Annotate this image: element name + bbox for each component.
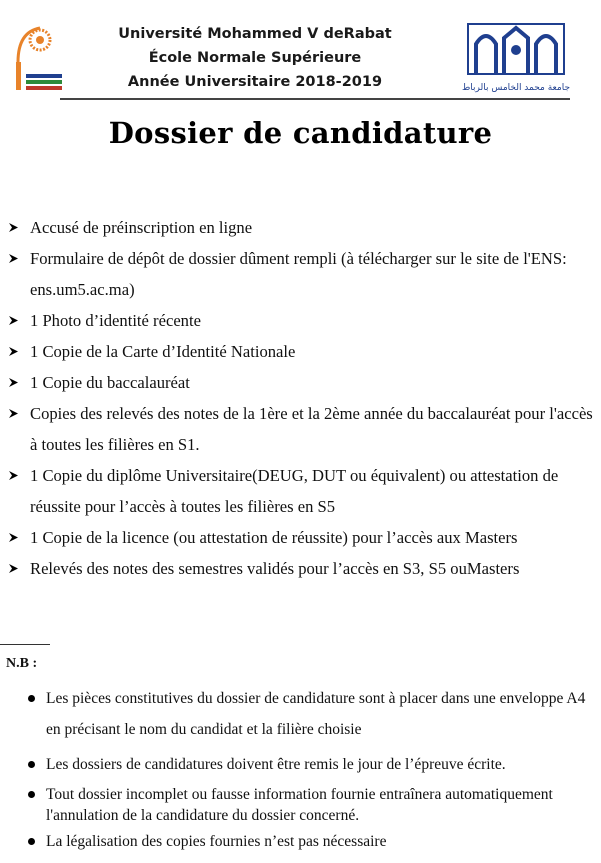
university-header-text [100,22,410,94]
nb-notes-list [28,683,588,857]
note-text: Les dossiers de candidatures doivent être remis le jour de l’épreuve écrite. [46,756,506,773]
note-text: Tout dossier incomplet ou fausse information fournie entraînera automatiquement l'annulation de la candidature du dossier concerné. [46,786,553,824]
arrow-bullet-icon [8,408,19,419]
arrow-bullet-icon [8,563,19,574]
arrow-bullet-icon [8,470,19,481]
document-text: Accusé de préinscription en ligne [30,218,253,237]
page-title: Dossier de candidature [108,116,493,150]
list-item [8,305,598,336]
list-item [28,784,588,826]
list-item [28,749,588,780]
list-item [8,553,598,584]
nb-label: N.B : [6,656,38,671]
footnote-divider [0,644,50,645]
document-text: Formulaire de dépôt de dossier dûment rempli (à télécharger sur le site de l'ENS: ens.um5.ac.ma) [30,249,567,299]
list-item [8,367,598,398]
academic-year: Année Universitaire 2018-2019 [127,74,383,90]
note-text: La légalisation des copies fournies n’est pas nécessaire [46,833,387,850]
list-item [8,243,598,305]
university-name: Université Mohammed V deRabat [118,26,392,42]
school-name: École Normale Supérieure [148,50,362,66]
document-text: 1 Copie du diplôme Universitaire(DEUG, DUT ou équivalent) ou attestation de réussite pour l’accès à toutes les filières en S5 [30,466,559,516]
arrow-bullet-icon [8,253,19,264]
arrow-bullet-icon [8,315,19,326]
arrow-bullet-icon [8,346,19,357]
note-text: Les pièces constitutives du dossier de candidature sont à placer dans une enveloppe A4 en précisant le nom du candidat et la filière choisie [46,690,586,738]
dot-bullet-icon [28,791,35,798]
document-text: Copies des relevés des notes de la 1ère et la 2ème année du baccalauréat pour l'accès à toutes les filières en S1. [30,404,593,454]
dot-bullet-icon [28,838,35,845]
list-item [8,336,598,367]
document-text: 1 Copie de la licence (ou attestation de réussite) pour l’accès aux Masters [30,528,518,547]
ens-logo-icon [10,22,66,94]
document-text: 1 Photo d’identité récente [30,311,201,330]
required-documents-list [8,212,598,584]
document-text: 1 Copie du baccalauréat [30,373,190,392]
list-item [28,683,588,745]
um5-logo-icon [462,18,570,94]
list-item [8,212,598,243]
list-item [8,522,598,553]
document-text: Relevés des notes des semestres validés pour l’accès en S3, S5 ouMasters [30,559,520,578]
document-text: 1 Copie de la Carte d’Identité Nationale [30,342,296,361]
list-item [28,831,588,852]
dot-bullet-icon [28,761,35,768]
arabic-university-name: جامعة محمد الخامس بالرباط [462,83,570,93]
list-item [8,460,598,522]
arrow-bullet-icon [8,377,19,388]
arrow-bullet-icon [8,532,19,543]
list-item [8,398,598,460]
header-divider [60,98,570,100]
dot-bullet-icon [28,695,35,702]
page-header [0,0,601,100]
arrow-bullet-icon [8,222,19,233]
